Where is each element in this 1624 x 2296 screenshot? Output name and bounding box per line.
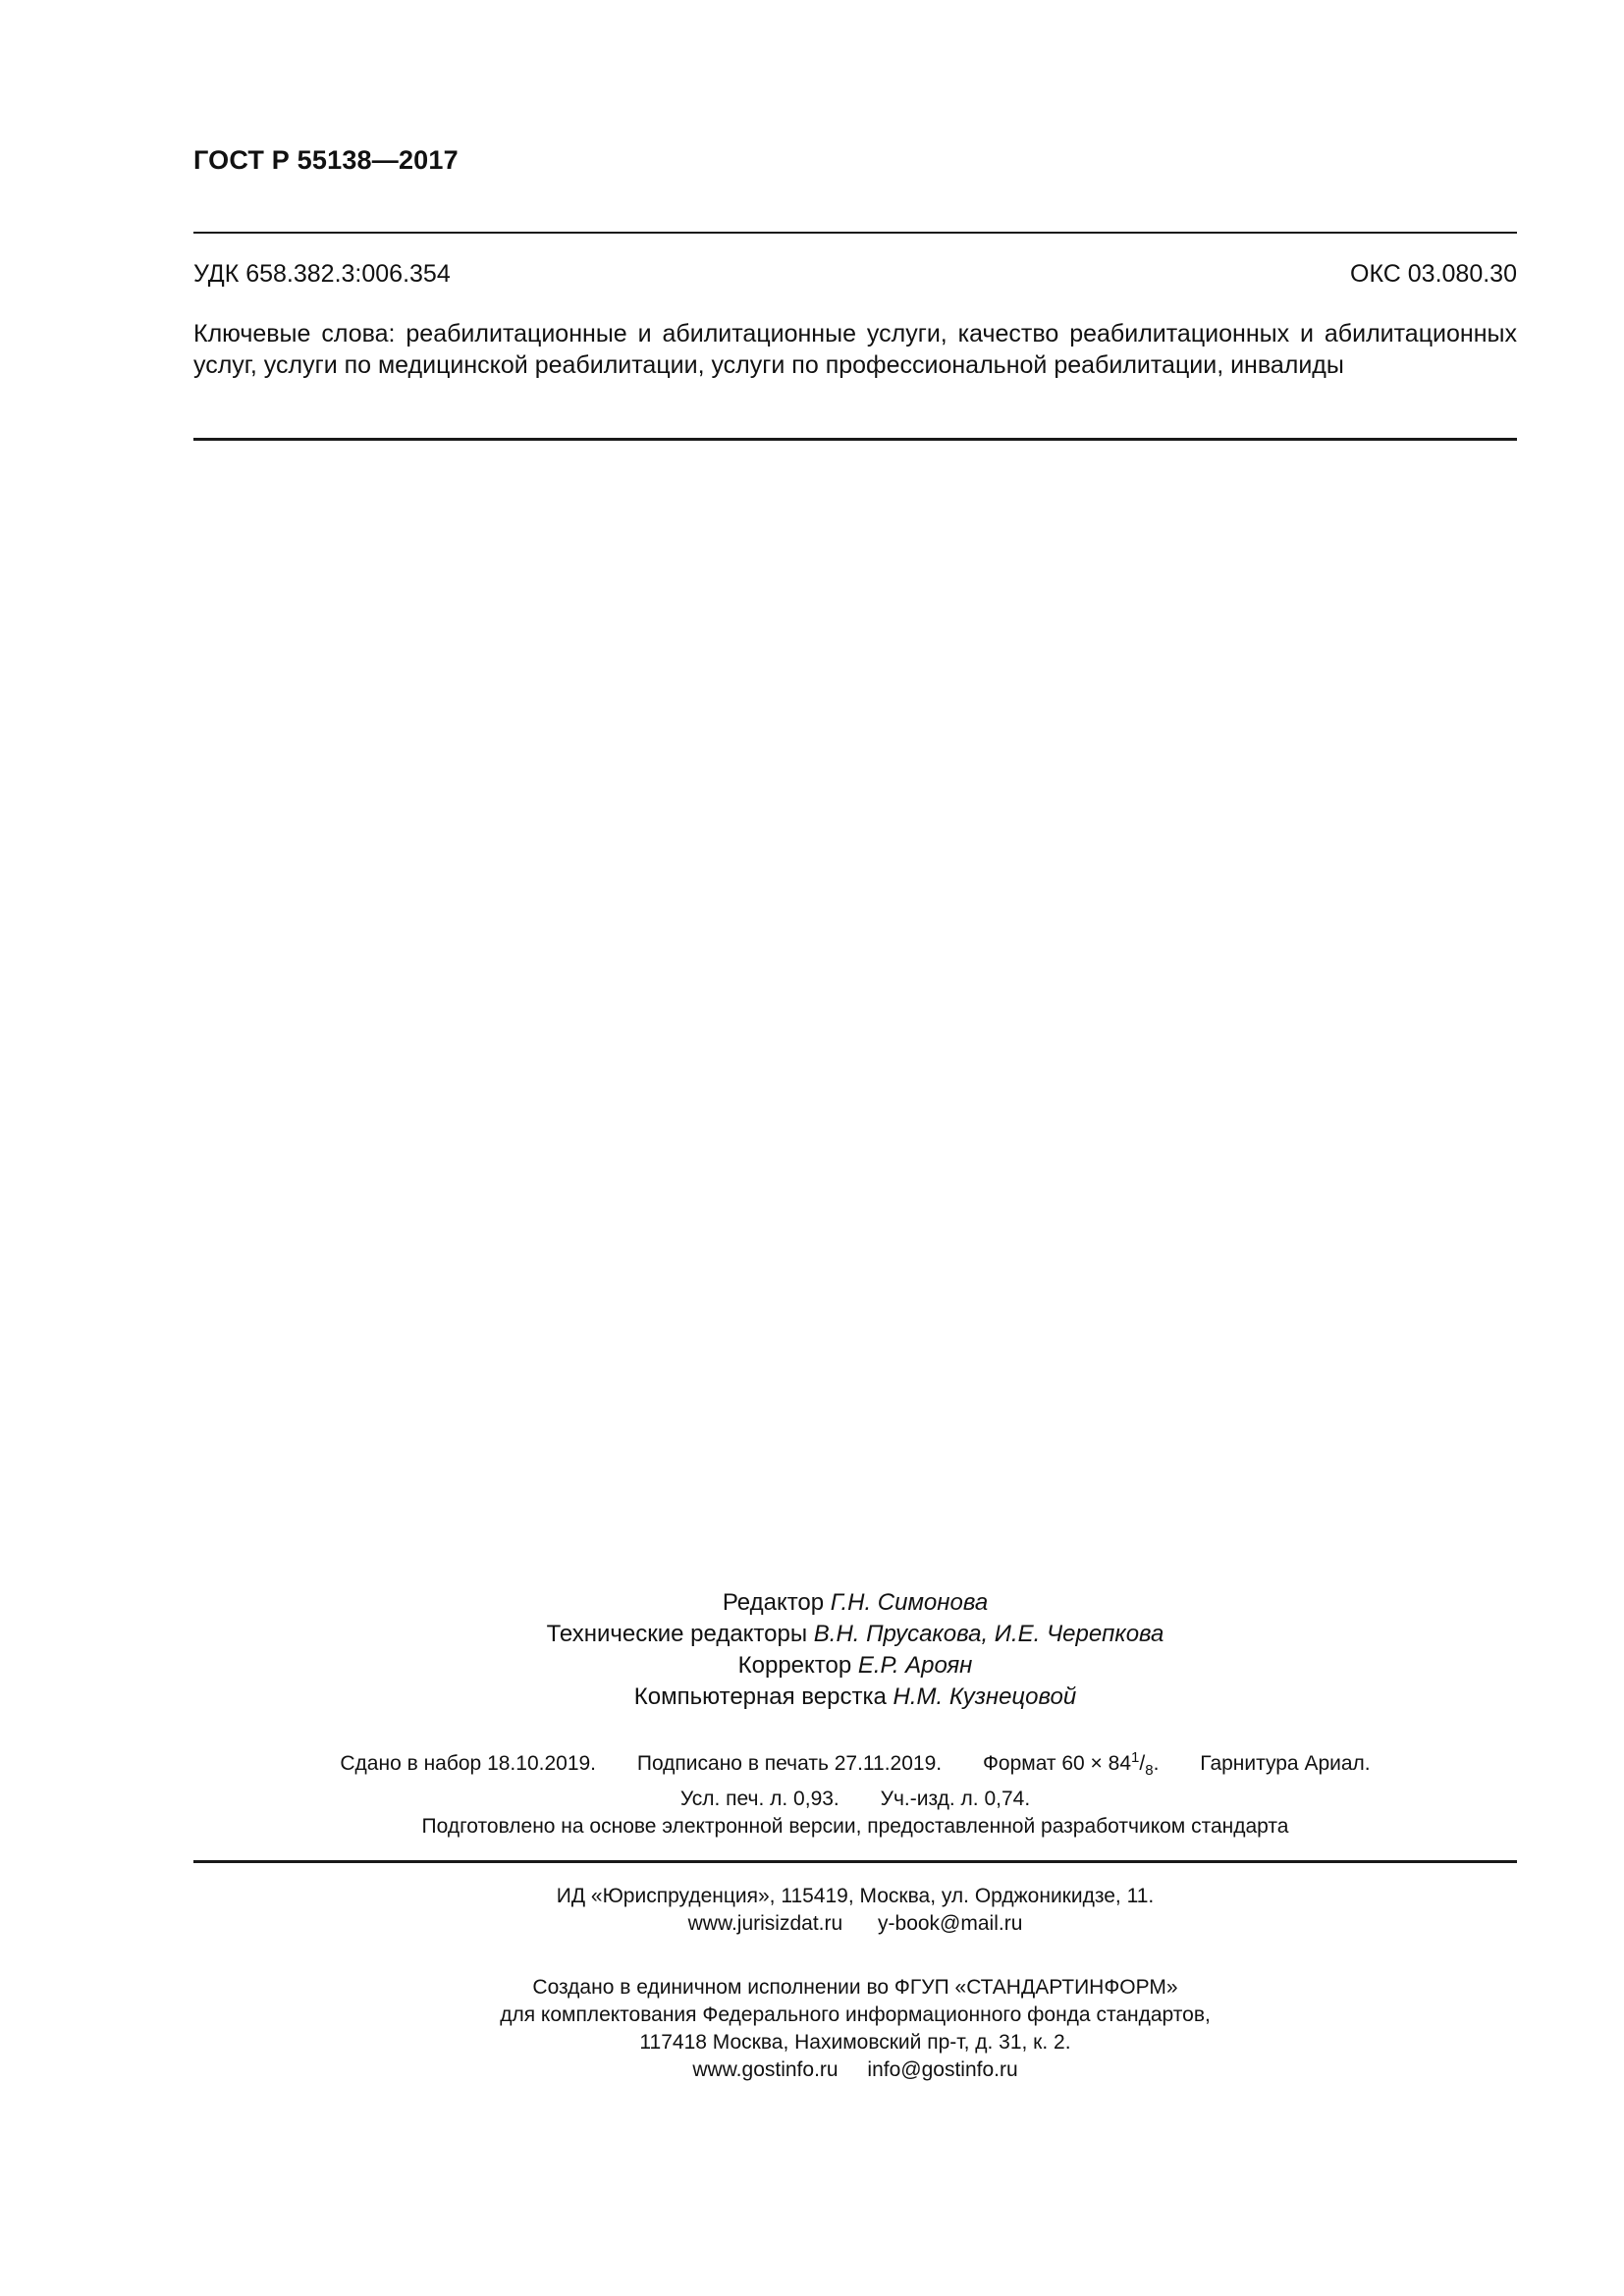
created-line2: для комплектования Федерального информационного фонда стандартов, [500,2003,1211,2026]
top-divider [193,232,1517,234]
keywords-label: Ключевые слова: [193,320,396,347]
corrector-name: Е.Р. Ароян [857,1652,973,1679]
gostinfo-site-link[interactable]: www.gostinfo.ru [692,2058,839,2081]
print-sheets: Усл. печ. л. 0,93. [679,1788,839,1811]
publisher-divider [193,1860,1517,1863]
prepared-note: Подготовлено на основе электронной версии, предоставленной разработчиком стандарта [421,1815,1289,1838]
publisher-info [193,1883,1517,1938]
keywords-text: реабилитационные и абилитационные услуги, качество реабилитационных и абилитационных услуг, услуги по медицинской реабилитации, услуги по профессиональной реабилитации, инвалиды [193,320,1517,379]
oks-code: ОКС 03.080.30 [1350,260,1517,288]
gostinfo-email-link[interactable]: info@gostinfo.ru [867,2058,1018,2081]
print-info [193,1743,1517,1813]
created-line1: Создано в единичном исполнении во ФГУП «СТАНДАРТИНФОРМ» [532,1976,1178,1999]
print-info-line2 [193,1785,1517,1813]
credit-corrector [193,1650,1517,1682]
keywords-paragraph [193,318,1517,381]
credit-tech-editors [193,1619,1517,1650]
layout-name: Н.М. Кузнецовой [893,1683,1077,1710]
submitted-date: Сдано в набор 18.10.2019. [340,1752,597,1775]
print-info-line1 [193,1743,1517,1785]
publisher-contacts [193,1910,1517,1938]
layout-role: Компьютерная верстка [633,1683,887,1710]
credit-editor [193,1587,1517,1619]
typeface: Гарнитура Ариал. [1200,1752,1371,1775]
credit-layout [193,1682,1517,1713]
editor-name: Г.Н. Симонова [830,1589,989,1616]
created-line3: 117418 Москва, Нахимовский пр-т, д. 31, к. 2. [639,2031,1071,2054]
document-code: ГОСТ Р 55138—2017 [193,145,459,175]
publisher-site-link[interactable]: www.jurisizdat.ru [687,1912,843,1935]
signed-date: Подписано в печать 27.11.2019. [636,1752,943,1775]
editor-role: Редактор [722,1589,825,1616]
publication-sheets: Уч.-изд. л. 0,74. [880,1788,1031,1811]
tech-names: В.Н. Прусакова, И.Е. Черепкова [813,1621,1164,1647]
udk-code: УДК 658.382.3:006.354 [193,260,451,288]
corrector-role: Корректор [737,1652,852,1679]
paper-format: Формат $60 \times 84^1/_8$. [982,1749,1160,1780]
created-contacts [193,2056,1517,2084]
created-info [193,1974,1517,2084]
publisher-address: ИД «Юриспруденция», 115419, Москва, ул. Орджоникидзе, 11. [556,1885,1155,1907]
keywords-divider [193,438,1517,441]
tech-role: Технические редакторы [546,1621,808,1647]
publisher-email-link[interactable]: y-book@mail.ru [878,1912,1023,1935]
